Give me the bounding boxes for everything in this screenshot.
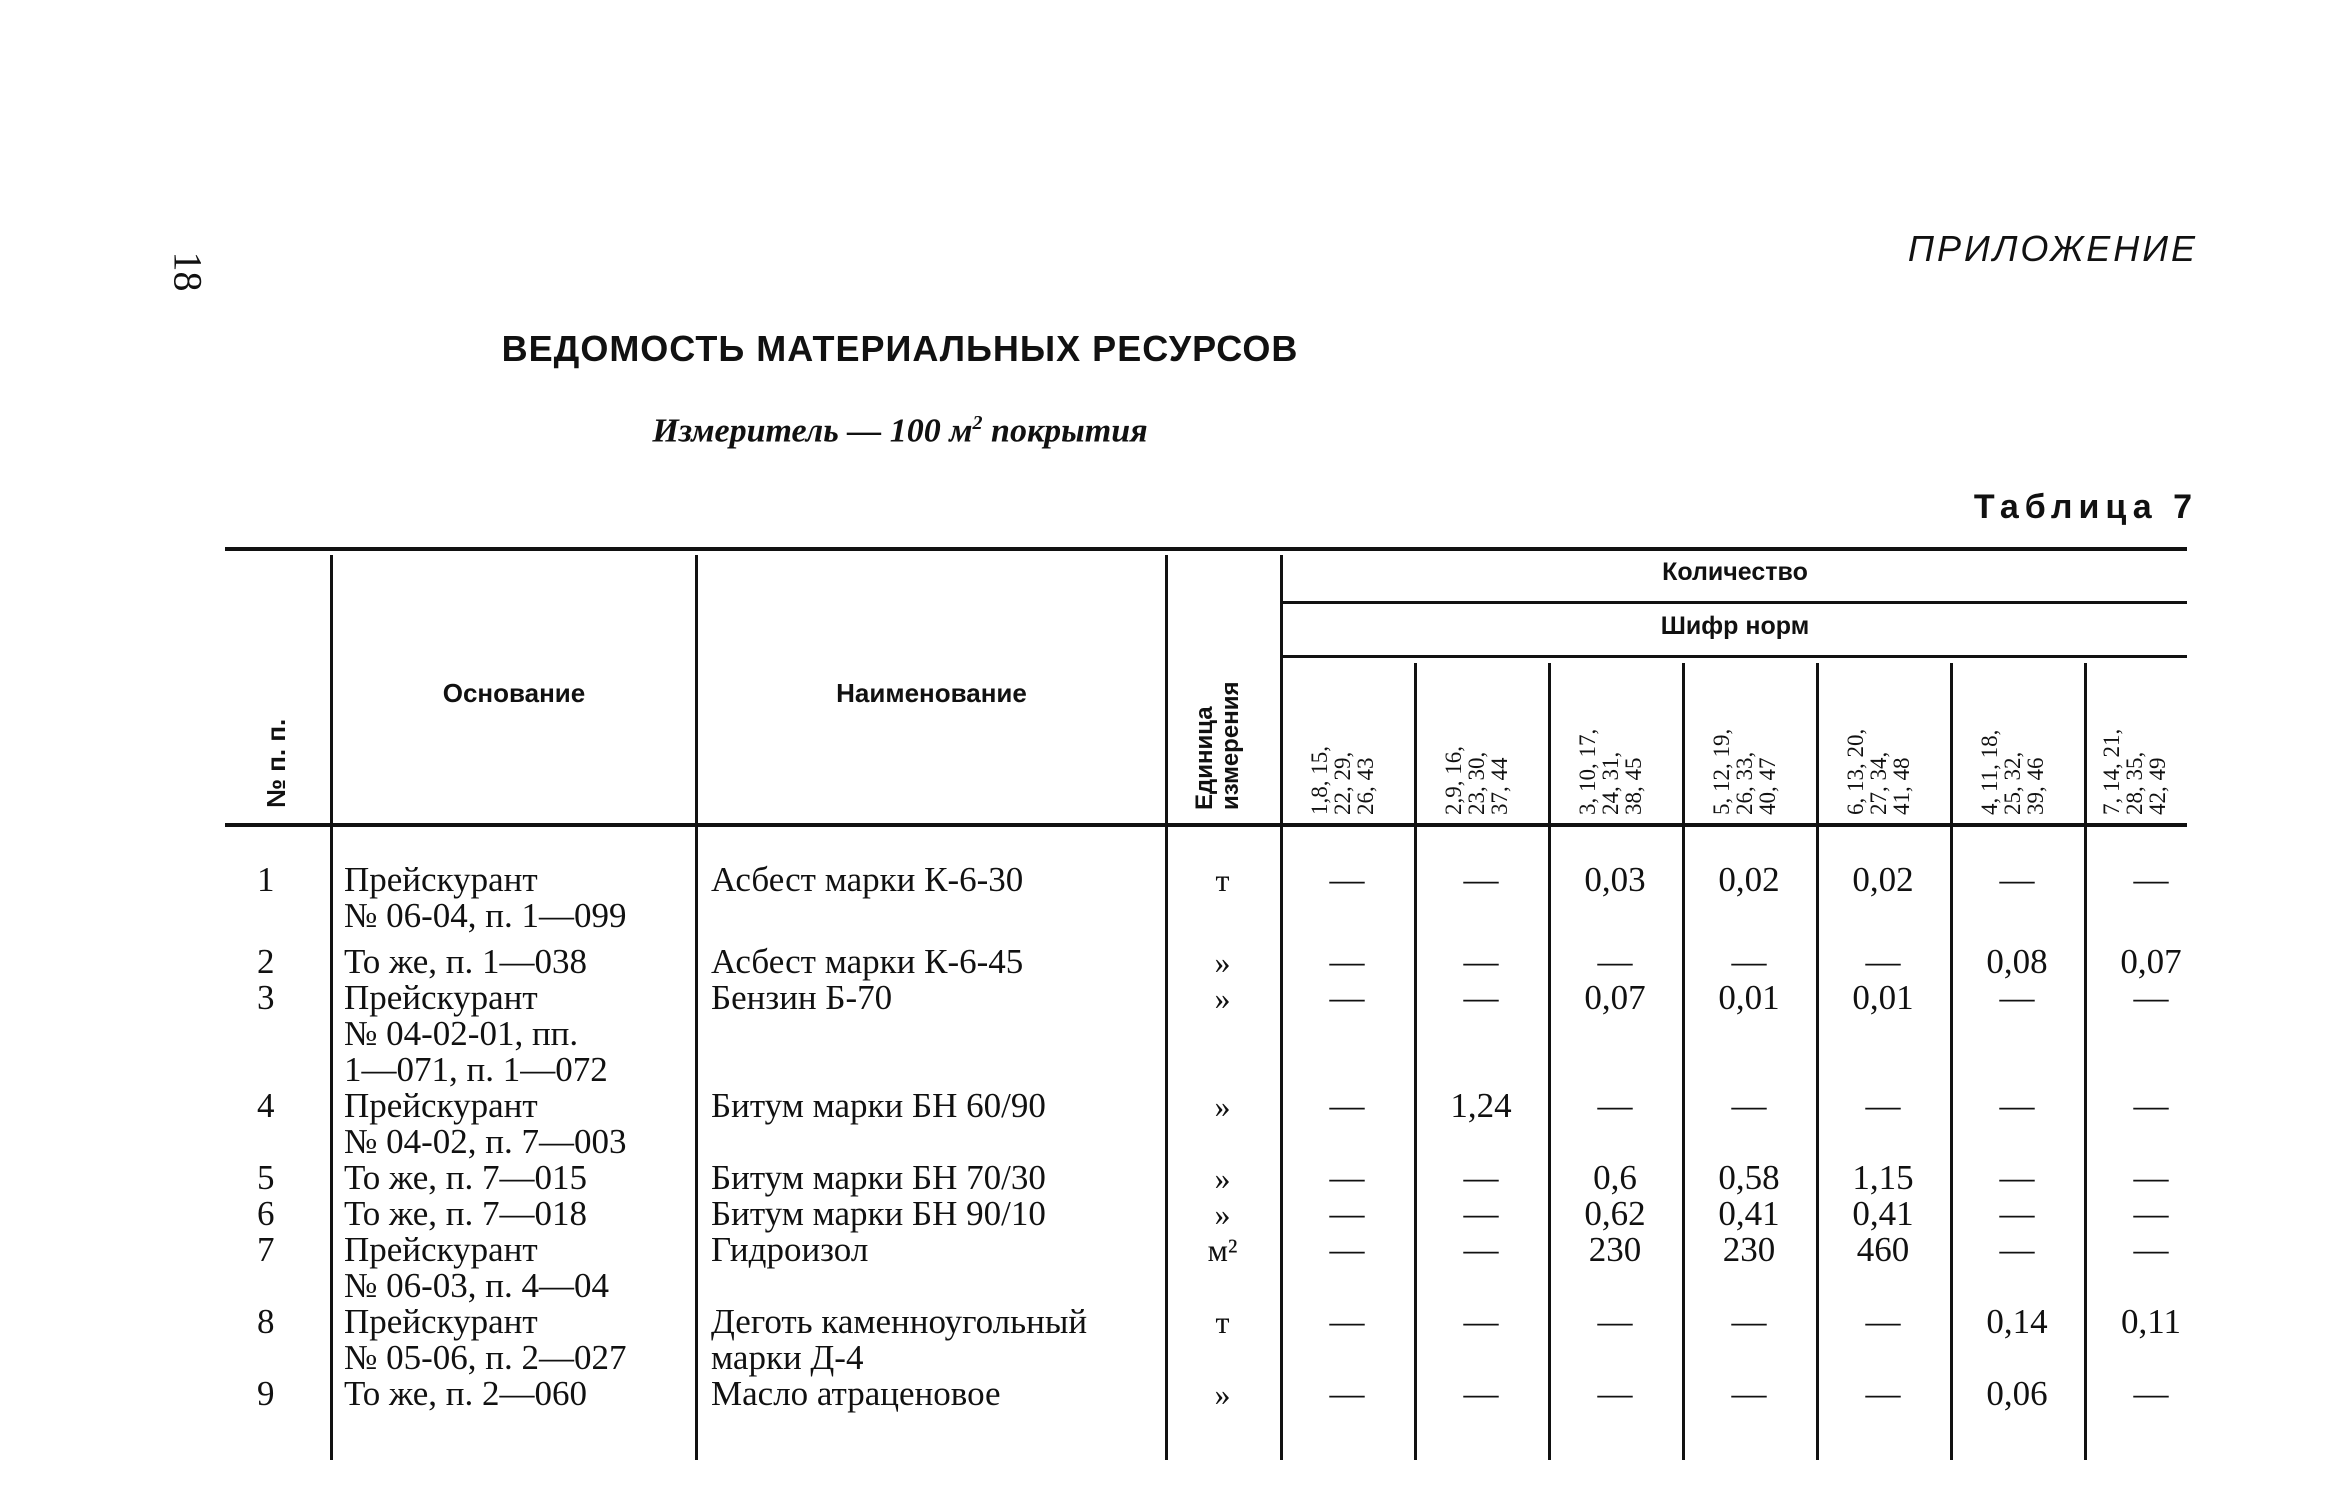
row-value: —: [1865, 1086, 1901, 1125]
row-basis: То же, п. 7—015: [344, 1158, 587, 1197]
row-basis: То же, п. 7—018: [344, 1194, 587, 1233]
measure-suffix: покрытия: [982, 412, 1148, 450]
norm-code-rule: [1282, 655, 2187, 658]
row-value: —: [1329, 1230, 1365, 1269]
row-value: 0,14: [1986, 1302, 2048, 1341]
row-value: —: [1999, 1230, 2035, 1269]
row-value: 460: [1856, 1230, 1910, 1269]
row-value: —: [1463, 942, 1499, 981]
row-number: 6: [257, 1194, 275, 1233]
row-value: —: [2133, 1230, 2169, 1269]
row-value: —: [2133, 978, 2169, 1017]
table-row: [225, 1196, 2187, 1232]
row-unit: »: [1214, 980, 1231, 1016]
row-value: —: [2133, 1158, 2169, 1197]
row-value: 0,02: [1718, 860, 1780, 899]
row-value: —: [1999, 1086, 2035, 1125]
row-value: 0,03: [1584, 860, 1646, 899]
row-number: 5: [257, 1158, 275, 1197]
row-name: Деготь каменноугольный марки Д-4: [711, 1302, 1088, 1377]
row-basis: То же, п. 1—038: [344, 942, 587, 981]
row-unit: т: [1215, 1304, 1230, 1340]
row-value: 0,62: [1584, 1194, 1646, 1233]
row-unit: м²: [1207, 1232, 1238, 1268]
row-number: 3: [257, 978, 275, 1017]
row-value: —: [1329, 942, 1365, 981]
row-number: 1: [257, 860, 275, 899]
table-row: [225, 1232, 2187, 1304]
row-value: —: [1329, 1086, 1365, 1125]
row-value: 230: [1588, 1230, 1642, 1269]
row-value: 0,11: [2121, 1302, 2181, 1341]
header-unit: Единица измерения: [1191, 681, 1244, 810]
row-value: 1,24: [1450, 1086, 1512, 1125]
table-label: Таблица 7: [1973, 488, 2198, 526]
row-value: —: [2133, 1374, 2169, 1413]
row-name: Асбест марки К-6-45: [711, 942, 1024, 981]
table-row: [225, 1376, 2187, 1412]
row-value: —: [1329, 1194, 1365, 1233]
row-basis: Прейскурант № 04-02, п. 7—003: [344, 1086, 627, 1161]
row-value: 0,02: [1852, 860, 1914, 899]
row-value: —: [1999, 1158, 2035, 1197]
row-number: 7: [257, 1230, 275, 1269]
row-value: —: [1597, 1374, 1633, 1413]
row-basis: Прейскурант № 05-06, п. 2—027: [344, 1302, 627, 1377]
row-name: Бензин Б-70: [711, 978, 893, 1017]
row-name: Битум марки БН 60/90: [711, 1086, 1046, 1125]
row-value: 0,06: [1986, 1374, 2048, 1413]
row-value: —: [1329, 1302, 1365, 1341]
row-value: —: [2133, 860, 2169, 899]
table-row: [225, 1088, 2187, 1160]
row-value: —: [1329, 860, 1365, 899]
row-value: 0,01: [1852, 978, 1914, 1017]
row-unit: »: [1214, 1196, 1231, 1232]
row-value: 1,15: [1852, 1158, 1914, 1197]
table-row: [225, 1304, 2187, 1376]
row-unit: т: [1215, 862, 1230, 898]
row-number: 8: [257, 1302, 275, 1341]
table-row: [225, 862, 2187, 934]
row-value: —: [1731, 1086, 1767, 1125]
row-name: Битум марки БН 70/30: [711, 1158, 1046, 1197]
row-name: Масло атраценовое: [711, 1374, 1001, 1413]
table-top-rule: [225, 547, 2187, 551]
row-basis: Прейскурант № 04-02-01, пп. 1—071, п. 1—072: [344, 978, 608, 1089]
header-number: № п. п.: [261, 718, 291, 808]
measure-superscript: 2: [972, 412, 983, 434]
row-value: —: [1463, 1194, 1499, 1233]
row-value: 0,08: [1986, 942, 2048, 981]
row-number: 4: [257, 1086, 275, 1125]
row-basis: То же, п. 2—060: [344, 1374, 587, 1413]
row-unit: »: [1214, 1160, 1231, 1196]
row-value: —: [1999, 860, 2035, 899]
header-bottom-rule: [225, 823, 2187, 827]
row-value: —: [1865, 1302, 1901, 1341]
row-value: 0,41: [1718, 1194, 1780, 1233]
row-value: 230: [1722, 1230, 1776, 1269]
norm-code-4: 5, 12, 19, 26, 33, 40, 47: [1709, 728, 1780, 815]
measure-prefix: Измеритель — 100 м: [652, 412, 973, 450]
norm-code-3: 3, 10, 17, 24, 31, 38, 45: [1575, 728, 1646, 815]
header-quantity: Количество: [1662, 558, 1808, 586]
appendix-label: ПРИЛОЖЕНИЕ: [1907, 228, 2198, 269]
row-value: —: [2133, 1086, 2169, 1125]
row-value: —: [1329, 1158, 1365, 1197]
row-name: Битум марки БН 90/10: [711, 1194, 1046, 1233]
row-number: 2: [257, 942, 275, 981]
quantity-rule: [1282, 601, 2187, 604]
row-value: —: [1865, 1374, 1901, 1413]
page-number: 18: [165, 251, 211, 292]
row-value: —: [2133, 1194, 2169, 1233]
row-unit: »: [1214, 1088, 1231, 1124]
measure-line: [0, 412, 1800, 450]
row-value: —: [1731, 1302, 1767, 1341]
row-value: —: [1463, 1302, 1499, 1341]
row-number: 9: [257, 1374, 275, 1413]
row-value: —: [1329, 978, 1365, 1017]
row-basis: Прейскурант № 06-04, п. 1—099: [344, 860, 627, 935]
row-value: 0,07: [2120, 942, 2182, 981]
row-name: Гидроизол: [711, 1230, 869, 1269]
table-row: [225, 1160, 2187, 1196]
row-value: —: [1463, 860, 1499, 899]
row-value: —: [1597, 1302, 1633, 1341]
row-value: —: [1463, 978, 1499, 1017]
row-value: 0,6: [1593, 1158, 1637, 1197]
norm-code-2: 2,9, 16, 23, 30, 37, 44: [1441, 746, 1512, 815]
norm-code-7: 7, 14, 21, 28, 35, 42, 49: [2099, 728, 2170, 815]
table-row: [225, 980, 2187, 1088]
row-unit: »: [1214, 1376, 1231, 1412]
norm-code-6: 4, 11, 18, 25, 32, 39, 46: [1977, 729, 2048, 815]
norm-code-5: 6, 13, 20, 27, 34, 41, 48: [1843, 728, 1914, 815]
document-title: ВЕДОМОСТЬ МАТЕРИАЛЬНЫХ РЕСУРСОВ: [501, 328, 1299, 369]
table-body: [225, 862, 2187, 1412]
row-value: 0,01: [1718, 978, 1780, 1017]
row-value: —: [1731, 942, 1767, 981]
row-value: —: [1999, 978, 2035, 1017]
row-value: —: [1597, 1086, 1633, 1125]
row-name: Асбест марки К-6-30: [711, 860, 1024, 899]
row-unit: »: [1214, 944, 1231, 980]
row-value: —: [1329, 1374, 1365, 1413]
row-value: —: [1463, 1230, 1499, 1269]
table-row: [225, 944, 2187, 980]
row-value: —: [1865, 942, 1901, 981]
row-value: 0,41: [1852, 1194, 1914, 1233]
row-value: —: [1999, 1194, 2035, 1233]
header-name: Наименование: [836, 678, 1027, 708]
row-value: 0,58: [1718, 1158, 1780, 1197]
row-value: —: [1597, 942, 1633, 981]
row-value: 0,07: [1584, 978, 1646, 1017]
row-value: —: [1463, 1374, 1499, 1413]
row-basis: Прейскурант № 06-03, п. 4—04: [344, 1230, 610, 1305]
row-value: —: [1463, 1158, 1499, 1197]
norm-code-1: 1,8, 15, 22, 29, 26, 43: [1307, 746, 1378, 815]
header-norm-code: Шифр норм: [1660, 612, 1810, 640]
row-value: —: [1731, 1374, 1767, 1413]
header-basis: Основание: [442, 678, 586, 708]
